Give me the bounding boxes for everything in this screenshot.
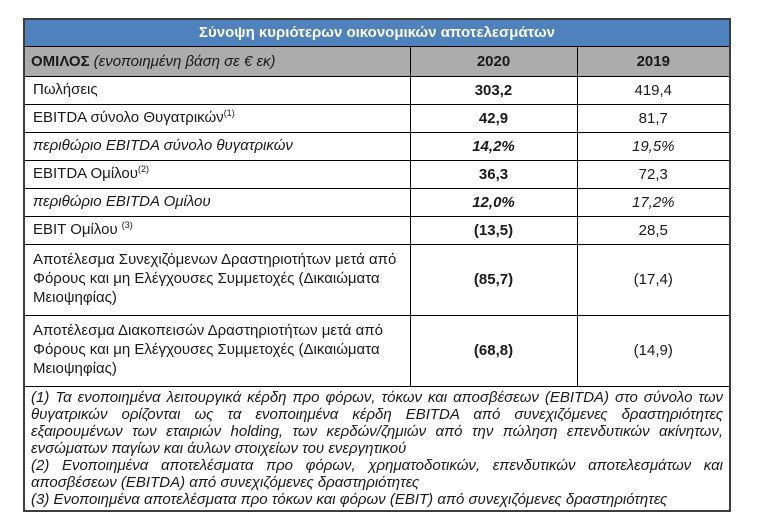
footnotes-row <box>24 386 730 511</box>
row-label: EBIT Ομίλου $^{(3)}$ <box>24 216 410 244</box>
table-row-sales <box>24 76 730 104</box>
footnotes-block <box>24 386 730 511</box>
footnote-ref-3: (3) <box>121 219 133 230</box>
table-row-ebitda-subsidiaries-margin <box>24 132 730 160</box>
table-row-ebitda-subsidiaries <box>24 104 730 132</box>
row-label: EBITDA Ομίλου$^{(2)}$ <box>24 160 410 188</box>
row-label: Αποτέλεσμα Συνεχιζόμενων Δραστηριοτήτων μετά από Φόρους και μη Ελέγχουσες Συμμετοχές (Δικαιώματα Μειοψηφίας) <box>24 244 410 315</box>
table-title: Σύνοψη κυριότερων οικονομικών αποτελεσμάτων <box>24 19 730 46</box>
financial-summary-table <box>23 18 731 512</box>
group-basis-note: (ενοποιημένη βάση σε € εκ) <box>93 52 276 70</box>
footnote-ref-1: (1) <box>223 107 235 118</box>
value-2020: (85,7) <box>410 244 577 315</box>
value-2020: 36,3 <box>410 160 577 188</box>
column-header-2020: 2020 <box>410 46 577 76</box>
column-header-2019: 2019 <box>577 46 730 76</box>
table-row-discontinued-operations-result <box>24 315 730 386</box>
value-2019: 28,5 <box>577 216 730 244</box>
value-2019: 17,2% <box>577 188 730 216</box>
table-row-ebitda-group-margin <box>24 188 730 216</box>
value-2019: (14,9) <box>577 315 730 386</box>
row-label: Πωλήσεις <box>24 76 410 104</box>
footnote-ref-2: (2) <box>137 163 149 174</box>
table-row-continuing-operations-result <box>24 244 730 315</box>
value-2019: 19,5% <box>577 132 730 160</box>
footnote-1: (1) Τα ενοποιημένα λειτουργικά κέρδη προ φόρων, τόκων και αποσβέσεων (EBITDA) στο σύνολο των θυγατρικών ορίζονται ως τα ενοποιημένα κέρδη EBITDA από συνεχιζόμενες δραστηριότητες εξαιρουμένων των εταιριών holding, των κερδών/ζημιών από την πώληση επενδυτικών ακίνητων, ενσώματων παγίων και άυλων στοιχείων του ενεργητικού <box>31 388 724 457</box>
value-2020: 42,9 <box>410 104 577 132</box>
value-2020: (68,8) <box>410 315 577 386</box>
title-row <box>24 19 730 46</box>
row-label: περιθώριο EBITDA σύνολο θυγατρικών <box>24 132 410 160</box>
value-2019: 81,7 <box>577 104 730 132</box>
value-2020: 12,0% <box>410 188 577 216</box>
table-row-ebitda-group <box>24 160 730 188</box>
value-2019: 72,3 <box>577 160 730 188</box>
column-header-row <box>24 46 730 76</box>
footnote-2: (2) Ενοποιημένα αποτελέσματα προ φόρων, χρηματοδοτικών, επενδυτικών αποτελεσμάτων και αποσβέσεων (EBITDA) από συνεχιζόμενες δραστηριότητες <box>31 456 724 491</box>
value-2020: (13,5) <box>410 216 577 244</box>
row-label: EBITDA σύνολο Θυγατρικών$^{(1)}$ <box>24 104 410 132</box>
value-2020: 14,2% <box>410 132 577 160</box>
group-label: ΟΜΙΛΟΣ <box>31 52 90 70</box>
footnote-3: (3) Ενοποιημένα αποτελέσματα προ τόκων και φόρων (EBIT) από συνεχιζόμενες δραστηριότητες <box>31 490 668 508</box>
document-page <box>23 18 731 512</box>
table-row-ebit-group <box>24 216 730 244</box>
row-label: Αποτέλεσμα Διακοπεισών Δραστηριοτήτων μετά από Φόρους και μη Ελέγχουσες Συμμετοχές (Δικαιώματα Μειοψηφίας) <box>24 315 410 386</box>
value-2019: (17,4) <box>577 244 730 315</box>
value-2020: 303,2 <box>410 76 577 104</box>
group-header-cell <box>24 46 410 76</box>
row-label: περιθώριο EBITDA Ομίλου <box>24 188 410 216</box>
value-2019: 419,4 <box>577 76 730 104</box>
